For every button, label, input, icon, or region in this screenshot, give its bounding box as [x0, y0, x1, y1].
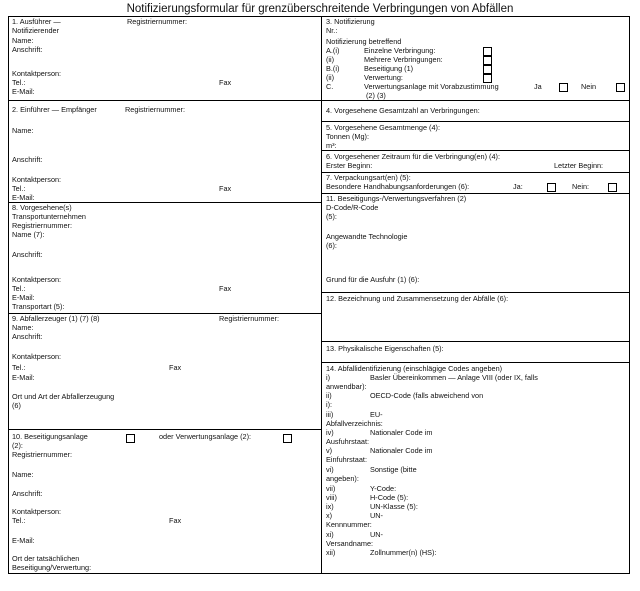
- facility-location-label: Ort der tatsächlichen: [12, 554, 80, 563]
- code-vii-number: vii): [326, 484, 336, 493]
- section-10-heading: 10. Beseitigungsanlage: [12, 432, 88, 441]
- carrier-email-label: E-Mail:: [12, 293, 35, 302]
- un-class-label: UN-Klasse (5):: [370, 502, 418, 511]
- other-code-label: Sonstige (bitte: [370, 465, 417, 474]
- option-b-i-number: B.(i): [326, 64, 340, 73]
- customs-code-label: Zollnummer(n) (HS):: [370, 548, 437, 557]
- code-ix-number: ix): [326, 502, 334, 511]
- multiple-shipments-label: Mehrere Verbringungen:: [364, 55, 443, 64]
- section-physical-characteristics: [322, 342, 629, 363]
- section-1-heading-line2: Notifizierender: [12, 26, 60, 35]
- option-a-ii-number: (ii): [326, 55, 335, 64]
- export-national-code-label-line2: Ausfuhrstaat:: [326, 437, 369, 446]
- preconsented-no-label: Nein: [581, 82, 597, 91]
- option-b-ii-number: (ii): [326, 73, 335, 82]
- producer-email-label: E-Mail:: [12, 373, 35, 382]
- importer-tel-label: Tel.:: [12, 184, 26, 193]
- section-shipment-count: [322, 101, 629, 122]
- carrier-address-label: Anschrift:: [12, 250, 43, 259]
- exporter-tel-label: Tel.:: [12, 78, 26, 87]
- code-viii-number: viii): [326, 493, 337, 502]
- recovery-facility-label: oder Verwertungsanlage (2):: [159, 432, 252, 441]
- importer-address-label: Anschrift:: [12, 155, 43, 164]
- quantity-m3-label: m³:: [326, 141, 337, 150]
- code-v-number: v): [326, 446, 333, 455]
- code-xii-number: xii): [326, 548, 336, 557]
- special-handling-no-label: Nein:: [572, 182, 590, 191]
- code-i-number: i): [326, 373, 331, 382]
- section-packaging: [322, 173, 629, 194]
- code-x-number: x): [326, 511, 333, 520]
- producer-fax-label: Fax: [169, 363, 182, 372]
- carrier-fax-label: Fax: [219, 284, 232, 293]
- un-number-label-line2: Kennnummer:: [326, 520, 372, 529]
- code-ii-number: ii): [326, 391, 332, 400]
- preconsented-yes-label: Ja: [534, 82, 542, 91]
- technology-footnote: (6):: [326, 241, 337, 250]
- facility-name-label: Name:: [12, 470, 34, 479]
- section-waste-composition: [322, 293, 629, 342]
- disposal-label: Beseitigung (1): [364, 64, 414, 73]
- recovery-facility-checkbox[interactable]: [283, 434, 292, 443]
- facility-location-label-line2: Beseitigung/Verwertung:: [12, 563, 92, 572]
- technology-label: Angewandte Technologie: [326, 232, 408, 241]
- code-vi-number: vi): [326, 465, 334, 474]
- basel-code-label: Basler Übereinkommen — Anlage VIII (oder IX, falls: [370, 373, 538, 382]
- importer-registration-label: Registriernummer:: [125, 105, 186, 114]
- special-handling-no-checkbox[interactable]: [608, 183, 617, 192]
- oecd-code-label-line2: i):: [326, 400, 333, 409]
- producer-origin-label: Ort und Art der Abfallerzeugung: [12, 392, 115, 401]
- un-shipping-name-label-line2: Versandname:: [326, 539, 374, 548]
- special-handling-yes-checkbox[interactable]: [547, 183, 556, 192]
- code-iii-number: iii): [326, 410, 334, 419]
- producer-contact-label: Kontaktperson:: [12, 352, 62, 361]
- section-9-heading: 9. Abfallerzeuger (1) (7) (8): [12, 314, 100, 323]
- section-6-heading: 6. Vorgesehener Zeitraum für die Verbringung(en) (4):: [326, 152, 501, 161]
- section-total-quantity: [322, 122, 629, 151]
- importer-fax-label: Fax: [219, 184, 232, 193]
- quantity-tonnes-label: Tonnen (Mg):: [326, 132, 369, 141]
- single-shipment-checkbox[interactable]: [483, 47, 492, 56]
- exporter-name-label: Name:: [12, 36, 34, 45]
- exporter-contact-label: Kontaktperson:: [12, 69, 62, 78]
- single-shipment-label: Einzelne Verbringung:: [364, 46, 436, 55]
- special-handling-yes-label: Ja:: [513, 182, 523, 191]
- form-title: Notifizierungsformular für grenzüberschreitende Verbringungen von Abfällen: [126, 3, 514, 15]
- eu-list-label-line2: Abfallverzeichnis:: [326, 419, 383, 428]
- section-shipment-period: [322, 151, 629, 173]
- notification-concerning-label: Notifizierung betreffend: [326, 37, 402, 46]
- other-code-label-line2: angeben):: [326, 474, 359, 483]
- section-12-heading: 12. Bezeichnung und Zusammensetzung der Abfälle (6):: [326, 294, 509, 303]
- option-a-i-number: A.(i): [326, 46, 340, 55]
- section-8-heading: 8. Vorgesehene(s): [12, 203, 72, 212]
- recovery-label: Verwertung:: [364, 73, 403, 82]
- import-national-code-label-line2: Einfuhrstaat:: [326, 455, 367, 464]
- section-waste-identification: [322, 363, 629, 573]
- exporter-fax-label: Fax: [219, 78, 232, 87]
- section-importer: [9, 101, 322, 203]
- section-recovery-operation: [322, 194, 629, 293]
- un-number-label: UN-: [370, 511, 383, 520]
- facility-registration-label: Registriernummer:: [12, 450, 73, 459]
- facility-email-label: E-Mail:: [12, 536, 35, 545]
- special-handling-label: Besondere Handhabungsanforderungen (6):: [326, 182, 470, 191]
- preconsented-no-checkbox[interactable]: [616, 83, 625, 92]
- option-c-number: C.: [326, 82, 334, 91]
- preconsented-facility-label: Verwertungsanlage mit Vorabzustimmung: [364, 82, 499, 91]
- carrier-name-label: Name (7):: [12, 230, 45, 239]
- producer-tel-label: Tel.:: [12, 363, 26, 372]
- section-2-heading: 2. Einführer — Empfänger: [12, 105, 97, 114]
- section-4-heading: 4. Vorgesehene Gesamtzahl an Verbringungen:: [326, 106, 480, 115]
- section-1-heading: 1. Ausführer —: [12, 17, 61, 26]
- producer-name-label: Name:: [12, 323, 34, 332]
- section-11-heading: 11. Beseitigungs-/Verwertungsverfahren (2): [326, 194, 467, 203]
- section-7-heading: 7. Verpackungsart(en) (5):: [326, 173, 411, 182]
- last-departure-label: Letzter Beginn:: [554, 161, 604, 170]
- section-notification: [322, 17, 629, 101]
- importer-name-label: Name:: [12, 126, 34, 135]
- multiple-shipments-checkbox[interactable]: [483, 56, 492, 65]
- importer-email-label: E-Mail:: [12, 193, 35, 202]
- code-xi-number: xi): [326, 530, 334, 539]
- producer-address-label: Anschrift:: [12, 332, 43, 341]
- d-r-code-footnote: (5):: [326, 212, 337, 221]
- disposal-facility-checkbox[interactable]: [126, 434, 135, 443]
- d-r-code-label: D-Code/R-Code: [326, 203, 379, 212]
- section-disposal-facility: [9, 430, 322, 573]
- import-national-code-label: Nationaler Code im: [370, 446, 433, 455]
- first-departure-label: Erster Beginn:: [326, 161, 373, 170]
- exporter-email-label: E-Mail:: [12, 87, 35, 96]
- basel-code-label-line2: anwendbar):: [326, 382, 367, 391]
- section-5-heading: 5. Vorgesehene Gesamtmenge (4):: [326, 123, 440, 132]
- section-exporter: [9, 17, 322, 101]
- section-8-heading-line2: Transportunternehmen: [12, 212, 86, 221]
- preconsented-footnote: (2) (3): [366, 91, 386, 100]
- section-10-heading-line2: (2):: [12, 441, 23, 450]
- facility-tel-label: Tel.:: [12, 516, 26, 525]
- carrier-contact-label: Kontaktperson:: [12, 275, 62, 284]
- export-reason-label: Grund für die Ausfuhr (1) (6):: [326, 275, 420, 284]
- exporter-registration-label: Registriernummer:: [127, 17, 188, 26]
- carrier-registration-label: Registriernummer:: [12, 221, 73, 230]
- carrier-transport-mode-label: Transportart (5):: [12, 302, 65, 311]
- section-waste-producer: [9, 314, 322, 430]
- facility-fax-label: Fax: [169, 516, 182, 525]
- oecd-code-label: OECD-Code (falls abweichend von: [370, 391, 484, 400]
- importer-contact-label: Kontaktperson:: [12, 175, 62, 184]
- exporter-address-label: Anschrift:: [12, 45, 43, 54]
- preconsented-yes-checkbox[interactable]: [559, 83, 568, 92]
- h-code-label: H-Code (5):: [370, 493, 409, 502]
- eu-list-label: EU-: [370, 410, 383, 419]
- producer-registration-label: Registriernummer:: [219, 314, 280, 323]
- y-code-label: Y-Code:: [370, 484, 397, 493]
- section-3-heading: 3. Notifizierung: [326, 17, 375, 26]
- export-national-code-label: Nationaler Code im: [370, 428, 433, 437]
- section-carrier: [9, 203, 322, 314]
- facility-address-label: Anschrift:: [12, 489, 43, 498]
- carrier-tel-label: Tel.:: [12, 284, 26, 293]
- facility-contact-label: Kontaktperson:: [12, 507, 62, 516]
- producer-origin-label-line2: (6): [12, 401, 21, 410]
- code-iv-number: iv): [326, 428, 334, 437]
- section-14-heading: 14. Abfallidentifizierung (einschlägige Codes angeben): [326, 364, 503, 373]
- section-13-heading: 13. Physikalische Eigenschaften (5):: [326, 344, 444, 353]
- disposal-checkbox[interactable]: [483, 65, 492, 74]
- un-shipping-name-label: UN-: [370, 530, 383, 539]
- notification-number-label: Nr.:: [326, 26, 338, 35]
